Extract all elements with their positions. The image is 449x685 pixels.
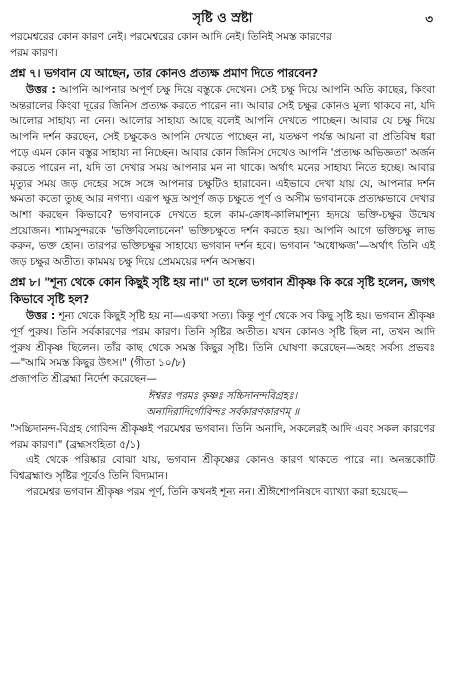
sanskrit-verse xyxy=(10,389,435,420)
final-paragraph: পরমেশ্বর ভগবান শ্রীকৃষ্ণ পরম পূর্ণ, তিনি কখনই শূন্য নন। শ্রীঈশোপনিষদে ব্যাখ্যা করা হয়েছে— xyxy=(26,485,408,498)
answer-7-label: উত্তর : xyxy=(26,84,56,97)
verse-line-2: অনাদিরাদির্গোবিন্দঃ সর্বকারণকারণম্ ॥ xyxy=(146,406,299,419)
question-8 xyxy=(10,274,435,308)
question-7-text: ভগবান যে আছেন, তার কোনও প্রত্যক্ষ প্রমাণ দিতে পারবেন? xyxy=(44,66,318,81)
verse-translation: "সচ্চিদানন্দ-বিগ্রহ গোবিন্দ শ্রীকৃষ্ণই পরমেশ্বর ভগবান। তিনি অনাদি, সকলেরই আদি এবং সকল কারণের পরম কারণ।" (ব্রহ্মসংহিতা ৫/১) xyxy=(10,423,435,451)
chapter-title: সৃষ্টি ও স্রষ্টা xyxy=(192,11,253,26)
answer-8 xyxy=(10,309,435,371)
brahma-intro: প্রজাপতি শ্রীব্রহ্মা নির্দেশ করেছেন— xyxy=(10,372,157,385)
page-body xyxy=(10,30,435,500)
intro-line-1: পরমেশ্বরের কোন কারণ নেই। পরমেশ্বরের কোন আদি নেই। তিনিই সমস্ত কারণের xyxy=(10,31,332,43)
answer-7 xyxy=(10,83,435,270)
answer-8-text: শূন্য থেকে কিছুই সৃষ্টি হয় না—একথা সত্য। কিন্তু পূর্ণ থেকে সব কিছু সৃষ্টি হয়। ভগবান শ্রীকৃষ্ণ পূর্ণ পুরুষ। তিনি সর্বকারণের পরম কারণ। তিনি সৃষ্টির অতীত। যখন কোনও সৃষ্টি ছিল না, তখন আদি পুরুষ শ্রীকৃষ্ণ ছিলেন। তাঁর কাছ থেকে সমস্ত কিছুর সৃষ্টি। তিনি ঘোষণা করেছেন—অহং সর্বস্য প্রভবঃ—"আমি সমস্ত কিছুর উৎস।" (গীতা ১০/৮) xyxy=(10,310,435,370)
verse-line-1: ঈশ্বরঃ পরমঃ কৃষ্ণঃ সচ্চিদানন্দবিগ্রহঃ। xyxy=(147,390,298,403)
page-number: ৩ xyxy=(425,12,433,26)
question-8-text: "শূন্য থেকে কোন কিছুই সৃষ্টি হয় না।" তা হলে ভগবান শ্রীকৃষ্ণ কি করে সৃষ্টি হলেন, জগৎ কিভাবে সৃষ্টি হল? xyxy=(10,275,435,307)
question-8-label: প্রশ্ন ৮। xyxy=(10,275,41,290)
answer-8-label: উত্তর : xyxy=(26,310,56,323)
intro-line-2: পরম কারণ। xyxy=(10,46,58,59)
answer-7-text: আপনি আপনার অপূর্ণ চক্ষু দিয়ে বস্তুকে দেখেন। সেই চক্ষু দিয়ে আপনি অতি কাছের, কিংবা অন্তরালের কিংবা দূরের জিনিস প্রত্যক্ষ করতে পারেন না। আবার সেই চক্ষুর কোনও মূল্য থাকবে না, যদি আলোর সাহায্য না নেন। আলোর সাহায্য আছে বলেই আপনি দেখতে পাচ্ছেন। আবার যে চক্ষু দিয়ে আপনি দর্শন করছেন, সেই চক্ষুকেও আপনি দেখতে পাচ্ছেন না, যতক্ষণ পর্যন্ত আয়না বা প্রতিবিম্ব ধরা পড়ে এমন কোন বস্তুর সাহায্য না নিচ্ছেন। আবার কোন জিনিস দেখেও আপনি 'প্রত্যক্ষ অভিজ্ঞতা' অর্জন করতে পারেন না, যদি তা দেখার সময় আপনার মন না থাকে। অর্থাৎ মনের সাহায্য নিতে হচ্ছে। আবার মৃত্যুর সময় জড় দেহের সঙ্গে সঙ্গে আপনার চক্ষুটিও হারাবেন। এইভাবে দেখা যায় যে, আপনার দর্শন ক্ষমতা কতো তুচ্ছ আর নগণ্য। এরূপ ক্ষুদ্র অপূর্ণ জড় চক্ষুতে পূর্ণ ও অসীম ভগবানকে প্রত্যক্ষভাবে দেখার আশা করছেন কিভাবে? ভগবানকে দেখতে হলে কাম-ক্রোধ-কালিমাশূন্য হৃদয়ে ভক্তি-চক্ষুর উন্মেষ প্রয়োজন। শ্যামসুন্দরকে 'ভক্তিবিলোচনেন' ভক্তিচক্ষুতে দর্শন করতে হয়। আপনি আগে ভক্তিচক্ষু লাভ করুন, ভক্ত হোন। তারপর ভক্তিচক্ষুর সাহায্যে ভগবান দর্শন হবে। ভগবান 'অধোক্ষজ'—অর্থাৎ তিনি এই জড় চক্ষুর অতীত। কামময় চক্ষু দিয়ে প্রেমময়ের দর্শন অসম্ভব। xyxy=(10,84,435,268)
page-header xyxy=(10,8,435,30)
question-7-label: প্রশ্ন ৭। xyxy=(10,66,41,81)
question-7 xyxy=(10,65,435,82)
conclusion-paragraph: এই থেকে পরিষ্কার বোঝা যায়, ভগবান শ্রীকৃষ্ণের কোনও কারণ থাকতে পারে না। অনন্তকোটি বিশ্বব্রহ্মাণ্ড সৃষ্টির পূর্বেও তিনি বিদ্যমান। xyxy=(10,454,435,483)
